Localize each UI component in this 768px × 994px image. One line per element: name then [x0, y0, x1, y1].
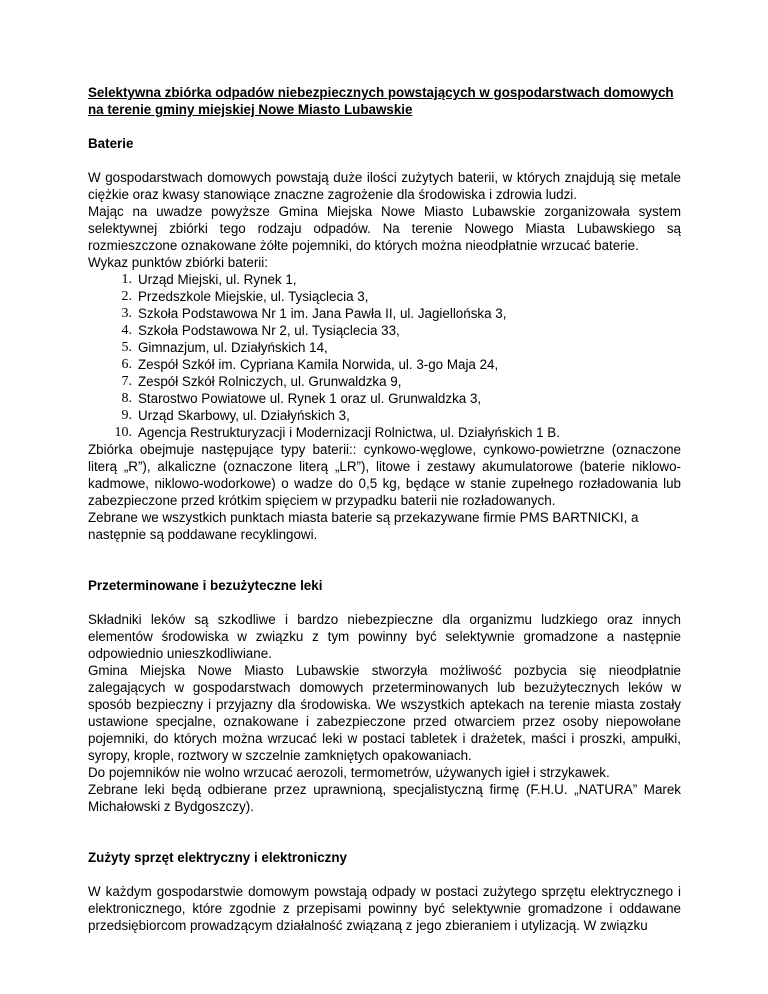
title-line-2: na terenie gminy miejskiej Nowe Miasto Lubawskie [88, 102, 413, 117]
list-number: 6. [121, 357, 132, 372]
list-item [88, 390, 681, 407]
list-item [88, 356, 681, 373]
leki-prohibited: Do pojemników nie wolno wrzucać aerozoli, termometrów, używanych igieł i strzykawek. [88, 765, 610, 780]
list-text: Starostwo Powiatowe ul. Rynek 1 oraz ul. Grunwaldzka 3, [138, 391, 482, 406]
section-heading-leki: Przeterminowane i bezużyteczne leki [88, 578, 323, 593]
list-text: Szkoła Podstawowa Nr 1 im. Jana Pawła II, ul. Jagiellońska 3, [138, 306, 507, 321]
baterie-system: Mając na uwadze powyższe Gmina Miejska Nowe Miasto Lubawskie zorganizowała system selektywnej zbiórki tego rodzaju odpadów. Na terenie Nowego Miasta Lubawskiego są rozmieszczone oznakowane żółte pojemniki, do których można nieodpłatnie wrzucać baterie. [88, 204, 681, 253]
list-text: Gimnazjum, ul. Działyńskich 14, [138, 340, 328, 355]
list-number: 8. [121, 391, 132, 406]
list-text: Zespół Szkół im. Cypriana Kamila Norwida, ul. 3-go Maja 24, [138, 357, 499, 372]
list-text: Przedszkole Miejskie, ul. Tysiąclecia 3, [138, 289, 369, 304]
baterie-intro: W gospodarstwach domowych powstają duże ilości zużytych baterii, w których znajdują się metale ciężkie oraz kwasy stanowiące znaczne zagrożenie dla środowiska i zdrowia ludzi. [88, 170, 681, 202]
baterie-list-label: Wykaz punktów zbiórki baterii: [88, 255, 268, 270]
list-number: 5. [121, 340, 132, 355]
list-number: 9. [121, 408, 132, 423]
baterie-types: Zbiórka obejmuje następujące typy baterii:: cynkowo-węglowe, cynkowo-powietrzne (oznaczone literą „R”), alkaliczne (oznaczone literą „LR”), litowe i zestawy akumulatorowe (baterie niklowo-kadmowe, niklowo-wodorkowe) o wadze do 0,5 kg, będące w stanie zupełnego rozładowania lub zabezpieczone przed krótkim spięciem w przypadku baterii nie rozładowanych. [88, 442, 681, 508]
list-item [88, 322, 681, 339]
list-number: 4. [121, 323, 132, 338]
collection-points-list [88, 271, 681, 441]
list-number: 2. [121, 289, 132, 304]
list-item [88, 407, 681, 424]
baterie-transfer: Zebrane we wszystkich punktach miasta baterie są przekazywane firmie PMS BARTNICKI, a następnie są poddawane recyklingowi. [88, 510, 639, 542]
list-item [88, 305, 681, 322]
document-page [88, 84, 681, 934]
list-text: Szkoła Podstawowa Nr 2, ul. Tysiąclecia 33, [138, 323, 400, 338]
list-item [88, 339, 681, 356]
title-line-1: Selektywna zbiórka odpadów niebezpiecznych powstających w gospodarstwach domowych [88, 85, 674, 100]
leki-collector: Zebrane leki będą odbierane przez uprawnioną, specjalistyczną firmę (F.H.U. „NATURA” Marek Michałowski z Bydgoszczy). [88, 782, 681, 814]
list-text: Agencja Restrukturyzacji i Modernizacji Rolnictwa, ul. Działyńskich 1 B. [138, 425, 560, 440]
section-heading-elektro: Zużyty sprzęt elektryczny i elektroniczny [88, 850, 347, 865]
list-number: 10. [114, 425, 132, 440]
list-number: 1. [121, 272, 132, 287]
leki-intro: Składniki leków są szkodliwe i bardzo niebezpieczne dla organizmu ludzkiego oraz innych elementów środowiska w związku z tym powinny być selektywnie gromadzone a następnie odpowiednio unieszkodliwiane. [88, 612, 681, 661]
document-title [88, 84, 681, 118]
list-item [88, 424, 681, 441]
list-number: 3. [121, 306, 132, 321]
section-heading-baterie: Baterie [88, 136, 134, 151]
list-text: Urząd Miejski, ul. Rynek 1, [138, 272, 297, 287]
list-item [88, 373, 681, 390]
list-number: 7. [121, 374, 132, 389]
list-text: Urząd Skarbowy, ul. Działyńskich 3, [138, 408, 350, 423]
list-text: Zespół Szkół Rolniczych, ul. Grunwaldzka 9, [138, 374, 402, 389]
leki-gmina: Gmina Miejska Nowe Miasto Lubawskie stworzyła możliwość pozbycia się nieodpłatnie zalegających w gospodarstwach domowych przeterminowanych lub bezużytecznych leków w sposób bezpieczny i przyjazny dla środowiska. We wszystkich aptekach na terenie miasta zostały ustawione specjalne, oznakowane i zabezpieczone przed otwarciem przez osoby niepowołane pojemniki, do których można wrzucać leki w postaci tabletek i drażetek, maści i proszki, ampułki, syropy, krople, roztwory w szczelnie zamkniętych opakowaniach. [88, 663, 681, 763]
list-item [88, 288, 681, 305]
elektro-intro: W każdym gospodarstwie domowym powstają odpady w postaci zużytego sprzętu elektrycznego i elektronicznego, które zgodnie z przepisami powinny być selektywnie gromadzone i oddawane przedsiębiorcom prowadzącym działalność związaną z jego zbieraniem i utylizacją. W związku [88, 884, 681, 933]
list-item [88, 271, 681, 288]
